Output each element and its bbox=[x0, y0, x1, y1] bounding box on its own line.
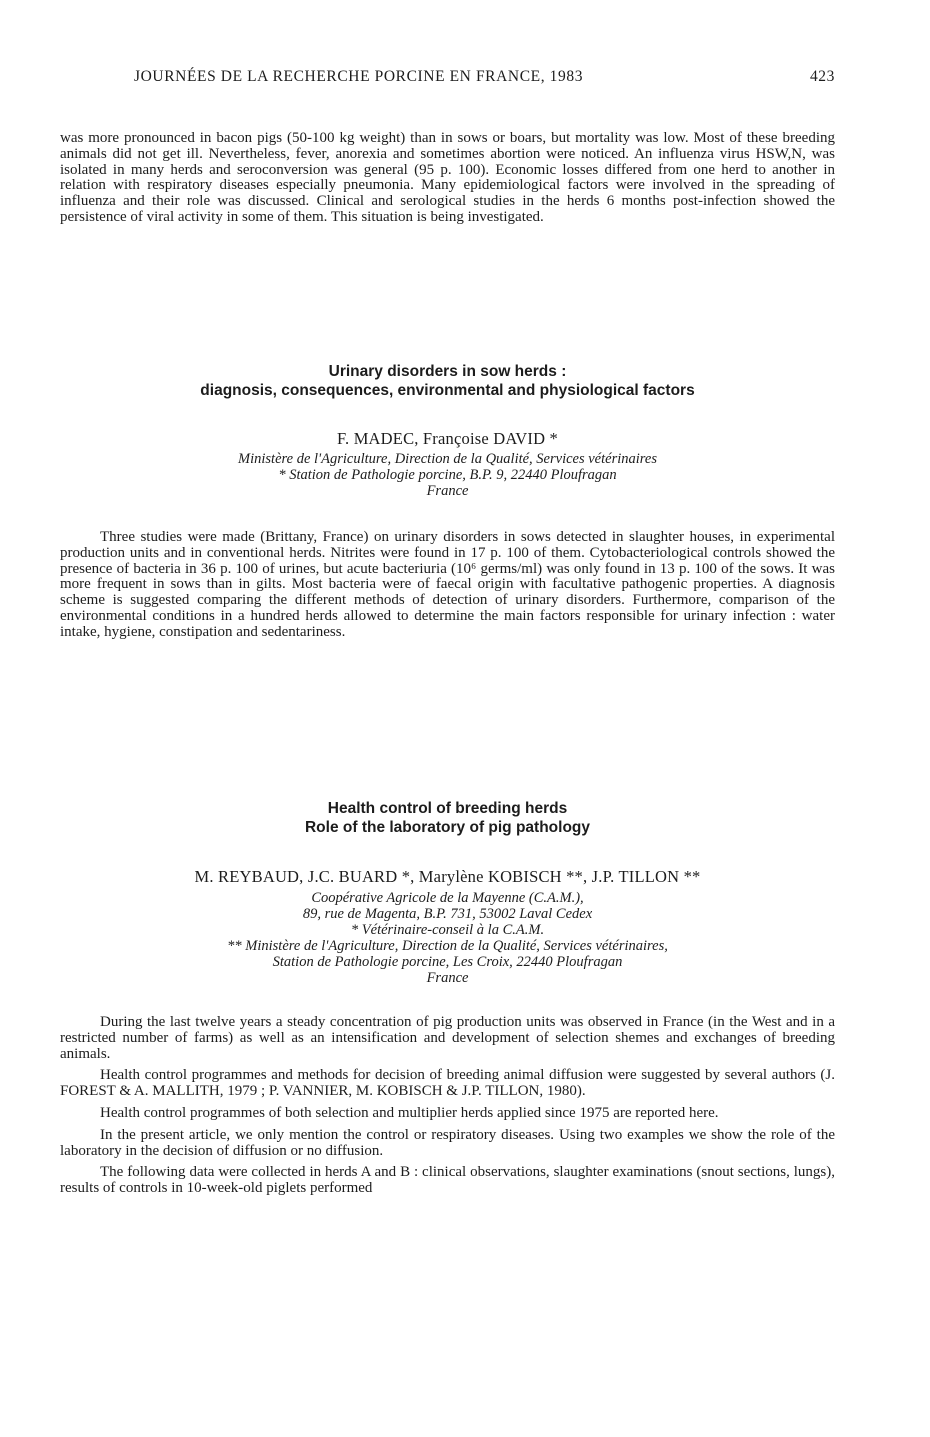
article-title-line: Health control of breeding herds bbox=[327, 800, 568, 817]
affiliation-line: Coopérative Agricole de la Mayenne (C.A.M.), bbox=[311, 890, 584, 906]
journal-page bbox=[60, 0, 835, 1437]
abstract-paragraph: Three studies were made (Brittany, France) on urinary disorders in sows detected in slaughter houses, in experimental production units and in conventional herds. Nitrites were found in 17 p. 100 of them. Cytobacteriological controls showed the presence of bacteria in 36 p. 100 of urines, but acute bacteriuria (10⁶ germs/ml) was only found in 13 p. 100 of the sows. It was more frequent in sows than in gilts. Most bacteria were of faecal origin with facultative pathogenic properties. A diagnosis scheme is suggested comparing the different methods of detection of urinary disorders. Furthermore, comparison of the environmental conditions in a hundred herds allowed to determine the main factors responsible for urinary infection : water intake, hygiene, constipation and sedentariness. bbox=[60, 529, 835, 640]
body-paragraph: Health control programmes and methods for decision of breeding animal diffusion were suggested by several authors (J. FOREST & A. MALLITH, 1979 ; P. VANNIER, M. KOBISCH & J.P. TILLON, 1980). bbox=[60, 1067, 835, 1100]
body-paragraph: During the last twelve years a steady concentration of pig production units was observed in France (in the West and in a restricted number of farms) as well as an intensification and development of selection shemes and exchanges of breeding animals. bbox=[60, 1014, 835, 1062]
affiliation-line: Station de Pathologie porcine, Les Croix, 22440 Ploufragan bbox=[272, 954, 623, 970]
body-paragraph: The following data were collected in herds A and B : clinical observations, slaughter examinations (snout sections, lungs), results of controls in 10-week-old piglets performed bbox=[60, 1164, 835, 1197]
article-authors: M. REYBAUD, J.C. BUARD *, Marylène KOBISCH **, J.P. TILLON ** bbox=[194, 867, 701, 886]
affiliation-line: * Vétérinaire-conseil à la C.A.M. bbox=[350, 922, 545, 938]
affiliation-line: France bbox=[426, 970, 469, 986]
previous-article-continuation bbox=[60, 131, 835, 226]
article-title-line: Urinary disorders in sow herds : bbox=[328, 363, 567, 380]
affiliation-line: ** Ministère de l'Agriculture, Direction de la Qualité, Services vétérinaires, bbox=[227, 938, 668, 954]
affiliation-line: 89, rue de Magenta, B.P. 731, 53002 Laval Cedex bbox=[302, 906, 593, 922]
article-title-line: Role of the laboratory of pig pathology bbox=[304, 819, 591, 836]
affiliation-line: Ministère de l'Agriculture, Direction de la Qualité, Services vétérinaires bbox=[238, 451, 657, 467]
article-title-line: diagnosis, consequences, environmental and physiological factors bbox=[200, 382, 695, 399]
body-paragraph: Health control programmes of both selection and multiplier herds applied since 1975 are reported here. bbox=[100, 1104, 719, 1121]
article-authors: F. MADEC, Françoise DAVID * bbox=[336, 429, 559, 448]
affiliation-line: France bbox=[426, 483, 469, 499]
page-number: 423 bbox=[809, 68, 835, 85]
body-paragraph: In the present article, we only mention the control or respiratory diseases. Using two examples we show the role of the laboratory in the decision of diffusion or no diffusion. bbox=[60, 1126, 835, 1159]
affiliation-line: * Station de Pathologie porcine, B.P. 9, 22440 Ploufragan bbox=[278, 467, 617, 483]
article-urinary-disorders bbox=[60, 362, 835, 641]
journal-title: JOURNÉES DE LA RECHERCHE PORCINE EN FRANCE, 1983 bbox=[134, 68, 584, 85]
continuation-paragraph: was more pronounced in bacon pigs (50-100 kg weight) than in sows or boars, but mortality was low. Most of these breeding animals did not get ill. Nevertheless, fever, anorexia and sometimes abortion were noticed. An influenza virus HSW,N, was isolated in many herds and seroconversion was general (95 p. 100). Economic losses differed from one herd to another in relation with respiratory diseases especially pneumonia. Many epidemiological factors were involved in the spreading of influenza and their role was discussed. Clinical and serological studies in the herds 6 months post-infection showed the persistence of viral activity in some of them. This situation is being investigated. bbox=[60, 130, 835, 225]
article-health-control bbox=[60, 799, 835, 1197]
